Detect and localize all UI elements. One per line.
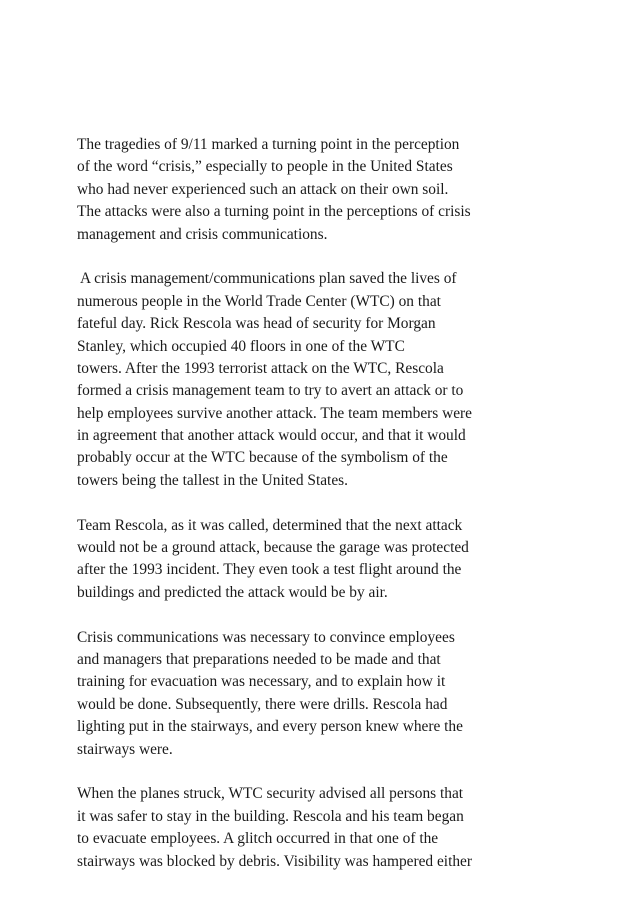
text-line: management and crisis communications. <box>77 225 328 243</box>
text-line: buildings and predicted the attack would be by air. <box>77 583 388 601</box>
text-line: numerous people in the World Trade Center (WTC) on that <box>77 292 441 310</box>
text-line: and managers that preparations needed to be made and that <box>77 650 441 668</box>
text-line: Team Rescola, as it was called, determined that the next attack <box>77 516 463 534</box>
text-line: training for evacuation was necessary, and to explain how it <box>77 673 446 691</box>
text-line: lighting put in the stairways, and every person knew where the <box>77 718 463 736</box>
text-line: stairways was blocked by debris. Visibility was hampered either <box>77 852 473 870</box>
paragraph-spacer <box>77 246 567 268</box>
text-line: stairways were. <box>77 740 173 758</box>
text-line: A crisis management/communications plan saved the lives of <box>77 270 457 288</box>
text-line: When the planes struck, WTC security advised all persons that <box>77 785 464 803</box>
text-line: fateful day. Rick Rescola was head of security for Morgan <box>77 315 436 333</box>
paragraph-spacer <box>77 492 567 514</box>
text-line: Stanley, which occupied 40 floors in one of the WTC <box>77 337 405 355</box>
paragraph-5 <box>77 783 567 873</box>
text-line: probably occur at the WTC because of the symbolism of the <box>77 449 448 467</box>
text-line: The tragedies of 9/11 marked a turning point in the perception <box>77 136 460 153</box>
paragraph-4 <box>77 627 567 761</box>
text-line: towers. After the 1993 terrorist attack on the WTC, Rescola <box>77 359 444 377</box>
text-line: formed a crisis management team to try to avert an attack or to <box>77 382 464 400</box>
paragraph-spacer <box>77 761 567 783</box>
text-line: to evacuate employees. A glitch occurred in that one of the <box>77 830 439 848</box>
text-line: it was safer to stay in the building. Rescola and his team began <box>77 807 464 825</box>
text-line: after the 1993 incident. They even took a test flight around the <box>77 561 462 579</box>
text-line: Crisis communications was necessary to convince employees <box>77 628 455 646</box>
document-body <box>77 134 567 873</box>
paragraph-1 <box>77 134 567 246</box>
text-line: towers being the tallest in the United States. <box>77 471 348 489</box>
text-line: of the word “crisis,” especially to people in the United States <box>77 158 453 176</box>
paragraph-2 <box>77 268 567 492</box>
text-line: who had never experienced such an attack on their own soil. <box>77 180 449 198</box>
text-line: help employees survive another attack. The team members were <box>77 404 473 422</box>
paragraph-spacer <box>77 604 567 626</box>
text-line: would be done. Subsequently, there were drills. Rescola had <box>77 695 448 713</box>
text-line: The attacks were also a turning point in the perceptions of crisis <box>77 203 471 221</box>
paragraph-3 <box>77 515 567 605</box>
text-line: in agreement that another attack would occur, and that it would <box>77 427 466 445</box>
text-line: would not be a ground attack, because the garage was protected <box>77 539 469 557</box>
